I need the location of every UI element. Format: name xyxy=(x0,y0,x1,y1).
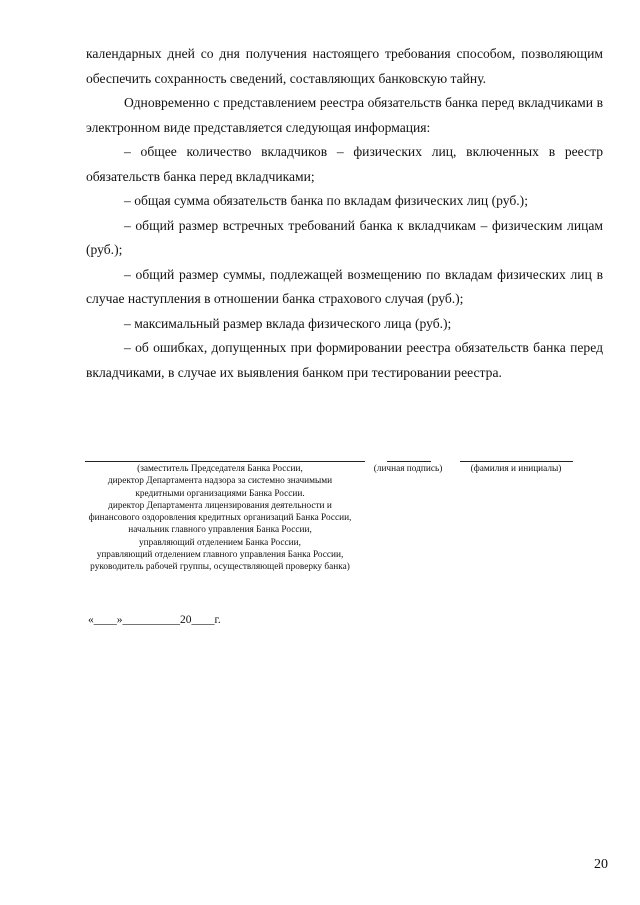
list-item-errors: – об ошибках, допущенных при формировании реестра обязательств банка перед вкладчиками, в случае их выявления банком при тестировании реестра. xyxy=(86,340,603,380)
list-item-counter-claims: – общий размер встречных требований банка к вкладчикам – физическим лицам (руб.); xyxy=(86,217,603,257)
personal-signature-line xyxy=(387,461,431,462)
caption-line: директор Департамента лицензирования деятельности и xyxy=(108,500,332,511)
caption-line: директор Департамента надзора за системно значимыми xyxy=(107,476,333,487)
caption-line: управляющий отделением Банка России, xyxy=(139,537,301,548)
name-initials-caption: (фамилия и инициалы) xyxy=(470,464,562,474)
list-item-total-obligations: – общая сумма обязательств банка по вкладам физических лиц (руб.); xyxy=(124,193,528,208)
paragraph-continuation: календарных дней со дня получения настоящего требования способом, позволяющим обеспечить сохранность сведений, составляющих банковскую тайну. xyxy=(86,46,603,86)
paragraph-intro: Одновременно с представлением реестра обязательств банка перед вкладчиками в электронном виде представляется следующая информация: xyxy=(86,95,603,135)
official-position-caption xyxy=(70,463,370,574)
signature-block xyxy=(0,455,640,585)
date-line: «____»__________20____г. xyxy=(88,614,221,626)
list-item-compensation-amount: – общий размер суммы, подлежащей возмещению по вкладам физических лиц в случае наступления в отношении банка страхового случая (руб.); xyxy=(86,266,603,306)
caption-line: начальник главного управления Банка России, xyxy=(128,525,312,536)
official-signature-line xyxy=(85,461,365,462)
list-item-depositor-count: – общее количество вкладчиков – физических лиц, включенных в реестр обязательств банка перед вкладчиками; xyxy=(86,144,603,184)
personal-signature-caption: (личная подпись) xyxy=(373,464,443,474)
list-item-max-deposit: – максимальный размер вклада физического лица (руб.); xyxy=(124,315,452,331)
caption-line: (заместитель Председателя Банка России, xyxy=(137,464,303,474)
name-signature-line xyxy=(460,461,573,462)
caption-line: кредитными организациями Банка России. xyxy=(135,488,305,499)
caption-line: финансового оздоровления кредитных организаций Банка России, xyxy=(88,513,352,524)
page-number: 20 xyxy=(594,857,608,872)
caption-line: управляющий отделением главного управления Банка России, xyxy=(96,550,344,561)
caption-line: руководитель рабочей группы, осуществляющей проверку банка) xyxy=(90,562,350,573)
document-body xyxy=(86,42,603,385)
